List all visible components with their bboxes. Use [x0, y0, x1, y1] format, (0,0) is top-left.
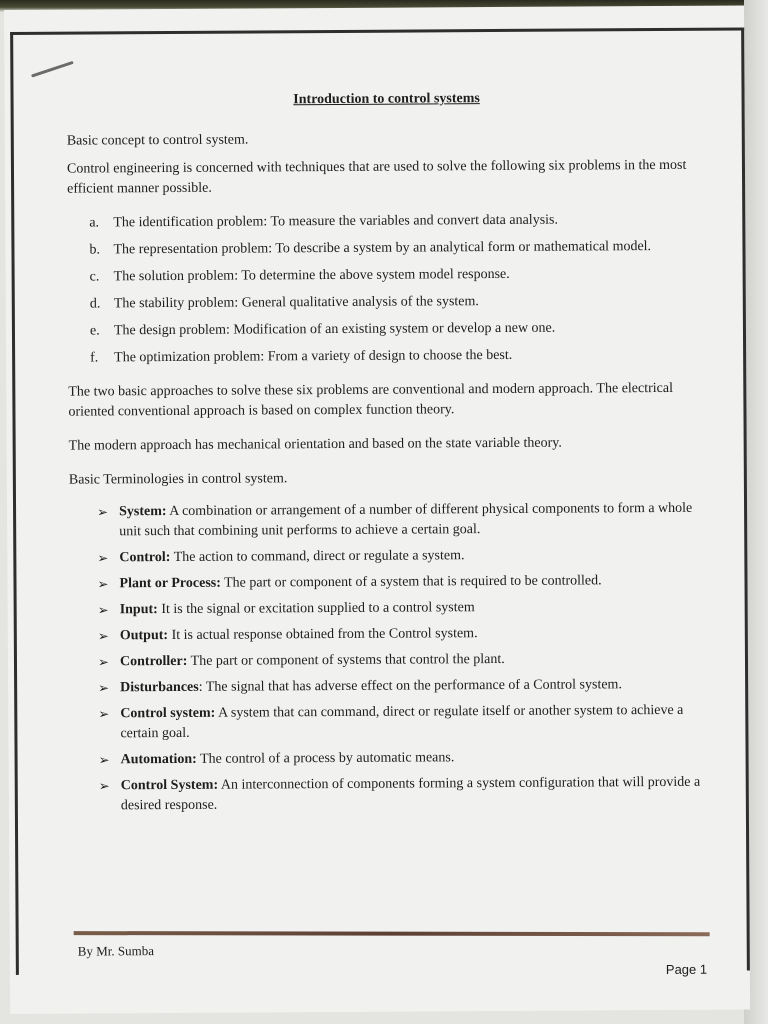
problem-item: [89, 210, 707, 234]
problems-list: [67, 210, 708, 369]
bullet-arrow-icon: ➢: [97, 550, 109, 566]
term-item: [97, 499, 709, 543]
term-item: [98, 649, 710, 673]
term-item: [98, 701, 710, 745]
problem-item: [90, 291, 708, 315]
problem-text: The stability problem: General qualitative analysis of the system.: [113, 294, 479, 312]
bullet-arrow-icon: ➢: [97, 576, 109, 592]
problem-text: The identification problem: To measure the variables and convert data analysis.: [113, 212, 559, 231]
problem-marker: c.: [89, 269, 100, 285]
problem-text: The optimization problem: From a variety of design to choose the best.: [114, 347, 513, 366]
terms-list: [69, 499, 711, 817]
problem-marker: a.: [89, 215, 100, 231]
term-name: Control System:: [120, 777, 219, 794]
term-definition: The action to command, direct or regulate a system.: [170, 548, 465, 565]
problem-marker: f.: [90, 350, 99, 366]
bullet-arrow-icon: ➢: [98, 680, 110, 696]
term-name: Control system:: [120, 705, 216, 722]
term-definition: It is actual response obtained from the Control system.: [168, 626, 478, 644]
bullet-arrow-icon: ➢: [97, 628, 109, 644]
term-name: Disturbances: [120, 679, 199, 696]
problem-text: The solution problem: To determine the above system model response.: [113, 266, 510, 285]
document-page: [4, 5, 750, 1014]
approaches-paragraph: The two basic approaches to solve these six problems are conventional and modern approach. The electrical oriented conventional approach is based on complex function theory.: [68, 380, 674, 420]
term-definition: The part or component of systems that control the plant.: [187, 651, 505, 669]
term-item: [97, 571, 709, 595]
term-name: Output:: [119, 628, 169, 644]
problem-item: [90, 264, 708, 288]
problem-text: The design problem: Modification of an existing system or develop a new one.: [113, 320, 556, 339]
bullet-arrow-icon: ➢: [98, 778, 110, 794]
term-definition: A system that can command, direct or regulate itself or another system to achieve a certain goal.: [120, 702, 684, 742]
intro-paragraph: Control engineering is concerned with techniques that are used to solve the following six problems in the most efficient manner possible.: [66, 157, 687, 197]
term-definition: : The signal that has adverse effect on the performance of a Control system.: [198, 677, 622, 695]
page-content: [66, 88, 710, 823]
problem-marker: e.: [89, 323, 100, 339]
page-number: Page 1: [665, 961, 708, 977]
problem-text: The representation problem: To describe a system by an analytical form or mathematical model.: [113, 239, 652, 258]
terminology-heading: Basic Terminologies in control system.: [68, 471, 288, 488]
term-definition: The part or component of a system that is required to be controlled.: [220, 573, 602, 591]
page-title: Introduction to control systems: [293, 91, 480, 108]
footer-author: By Mr. Sumba: [77, 943, 155, 959]
term-definition: It is the signal or excitation supplied to a control system: [157, 600, 475, 618]
term-item: [98, 623, 710, 647]
term-item: [99, 747, 711, 771]
problem-item: [89, 237, 707, 261]
term-name: Control:: [119, 549, 171, 566]
term-item: [97, 545, 709, 569]
bullet-arrow-icon: ➢: [97, 654, 109, 670]
term-item: [98, 675, 710, 699]
problem-item: [90, 345, 708, 369]
problem-marker: b.: [89, 242, 101, 258]
term-name: System:: [119, 504, 167, 520]
term-definition: A combination or arrangement of a number of different physical components to form a whole unit such that combining unit performs to achieve a certain goal.: [119, 500, 693, 540]
modern-paragraph: The modern approach has mechanical orientation and based on the state variable theory.: [68, 435, 562, 454]
bullet-arrow-icon: ➢: [97, 602, 109, 618]
bullet-arrow-icon: ➢: [97, 504, 109, 520]
term-name: Controller:: [119, 653, 188, 670]
intro-heading: Basic concept to control system.: [66, 132, 249, 149]
term-item: [99, 773, 711, 817]
term-name: Automation:: [120, 751, 197, 768]
term-name: Plant or Process:: [119, 575, 221, 592]
problem-item: [90, 318, 708, 342]
term-name: Input:: [119, 602, 158, 618]
problem-marker: d.: [89, 296, 101, 312]
term-item: [98, 597, 710, 621]
term-definition: The control of a process by automatic means.: [196, 750, 455, 767]
bullet-arrow-icon: ➢: [98, 706, 110, 722]
bullet-arrow-icon: ➢: [98, 752, 110, 768]
term-definition: An interconnection of components forming a system configuration that will provide a desired response.: [120, 774, 701, 814]
